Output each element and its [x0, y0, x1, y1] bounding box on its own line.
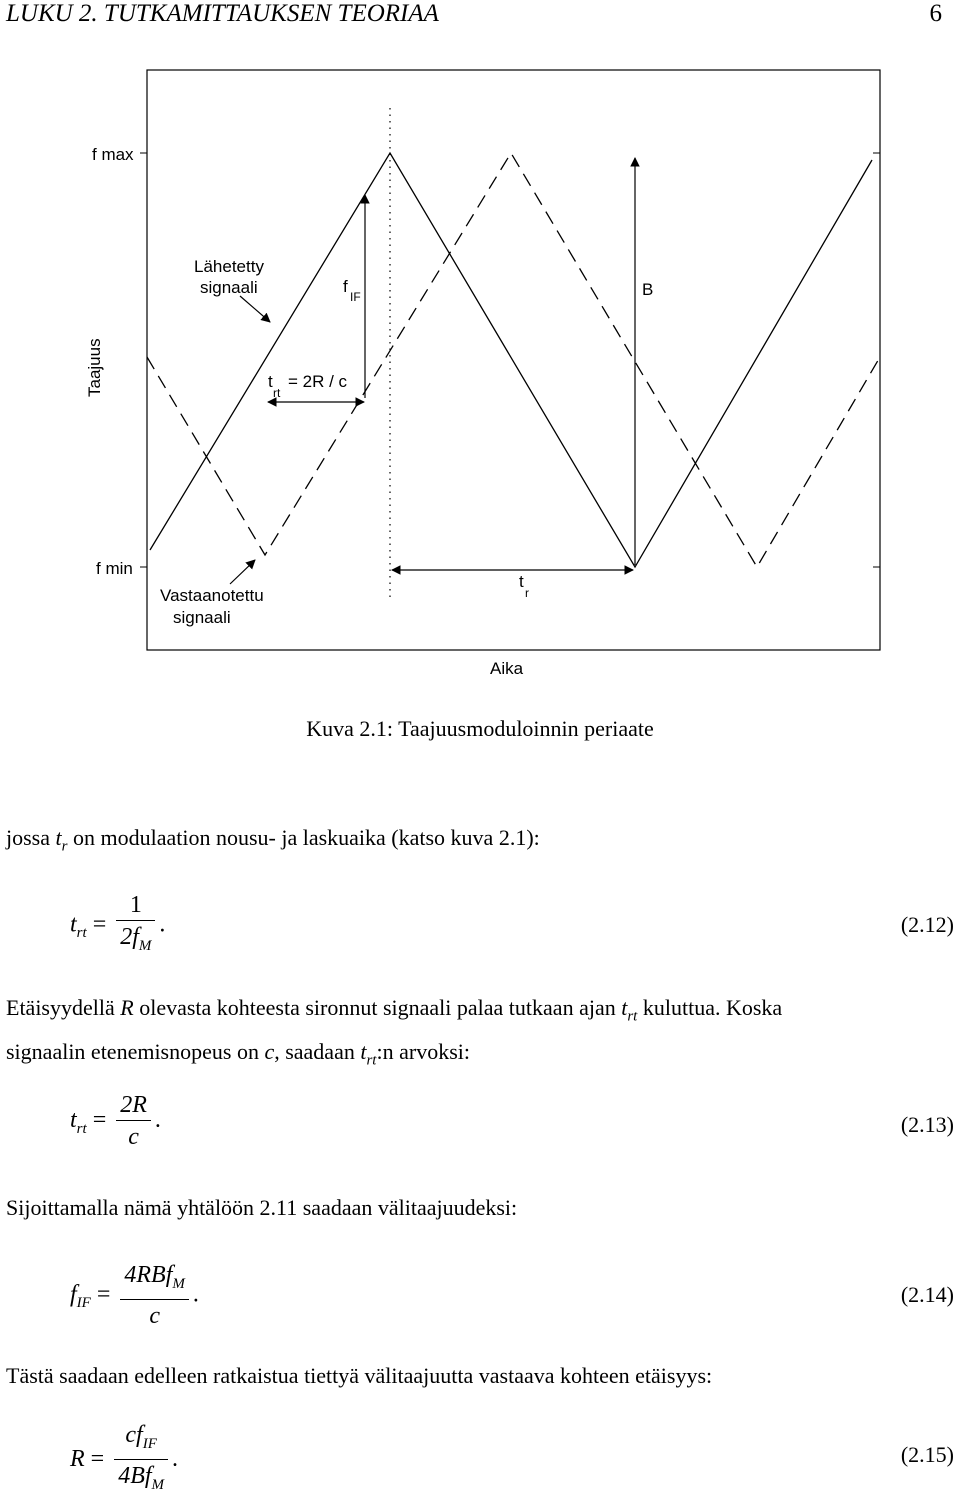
equation-2-13: $t_{rt}$ = $\frac{2R}{c}$ .: [70, 1092, 161, 1150]
equation-number-2-15: (2.15): [900, 1442, 954, 1467]
received-signal-line: [147, 153, 880, 567]
equation-number-2-13: (2.13): [900, 1112, 954, 1137]
figure-caption: Kuva 2.1: Taajuusmoduloinnin periaate: [306, 716, 654, 741]
trt-label-rest: = 2R / c: [288, 372, 348, 391]
page-number: 6: [929, 0, 942, 27]
bandwidth-label: B: [642, 280, 654, 299]
recv-label-line1: Vastaanotettu: [160, 586, 264, 605]
equation-2-14: $f_{IF}$ = $\frac{4RBf_M}{c}$ .: [70, 1262, 199, 1329]
recv-pointer-arrow: [230, 560, 255, 584]
fmin-label: f min: [96, 559, 133, 578]
paragraph-3: Sijoittamalla nämä yhtälöön 2.11 saadaan välitaajuudeksi:: [6, 1195, 518, 1220]
equation-number-2-12: (2.12): [900, 912, 954, 937]
fmax-label: f max: [92, 145, 134, 164]
equation-2-12: $t_{rt}$ = $\frac{1}{2f_M}$ .: [70, 892, 166, 954]
tr-label: t: [519, 572, 524, 591]
sent-label-line1: Lähetetty: [194, 257, 264, 276]
trt-label-sub: rt: [273, 386, 281, 400]
paragraph-1: jossa $t_r$ on modulaation nousu- ja laskuaika (katso kuva 2.1):: [6, 825, 540, 855]
fif-label-sub: IF: [350, 290, 361, 304]
sent-pointer-arrow: [240, 296, 270, 322]
equation-number-2-14: (2.14): [900, 1282, 954, 1307]
running-header: LUKU 2. TUTKAMITTAUKSEN TEORIAA: [6, 0, 439, 27]
fmcw-figure: [0, 60, 960, 690]
fif-label: f: [343, 277, 348, 296]
tr-label-sub: r: [525, 586, 529, 600]
sent-label-line2: signaali: [200, 278, 258, 297]
equation-2-15: R = $\frac{cf_{IF}}{4Bf_M}$ .: [70, 1422, 179, 1493]
x-axis-label: Aika: [490, 659, 524, 678]
paragraph-4: Tästä saadaan edelleen ratkaistua tiettyä välitaajuutta vastaava kohteen etäisyys:: [6, 1363, 713, 1388]
recv-label-line2: signaali: [173, 608, 231, 627]
paragraph-2: Etäisyydellä R olevasta kohteesta sironnut signaali palaa tutkaan ajan $t_{rt}$ kuluttua. Koska signaalin etenemisnopeus on c, saadaan $t_{rt}:n$ arvoksi:: [6, 995, 783, 1069]
transmitted-signal-line: [150, 153, 872, 567]
trt-label: t: [268, 372, 273, 391]
y-axis-label: Taajuus: [85, 338, 104, 397]
